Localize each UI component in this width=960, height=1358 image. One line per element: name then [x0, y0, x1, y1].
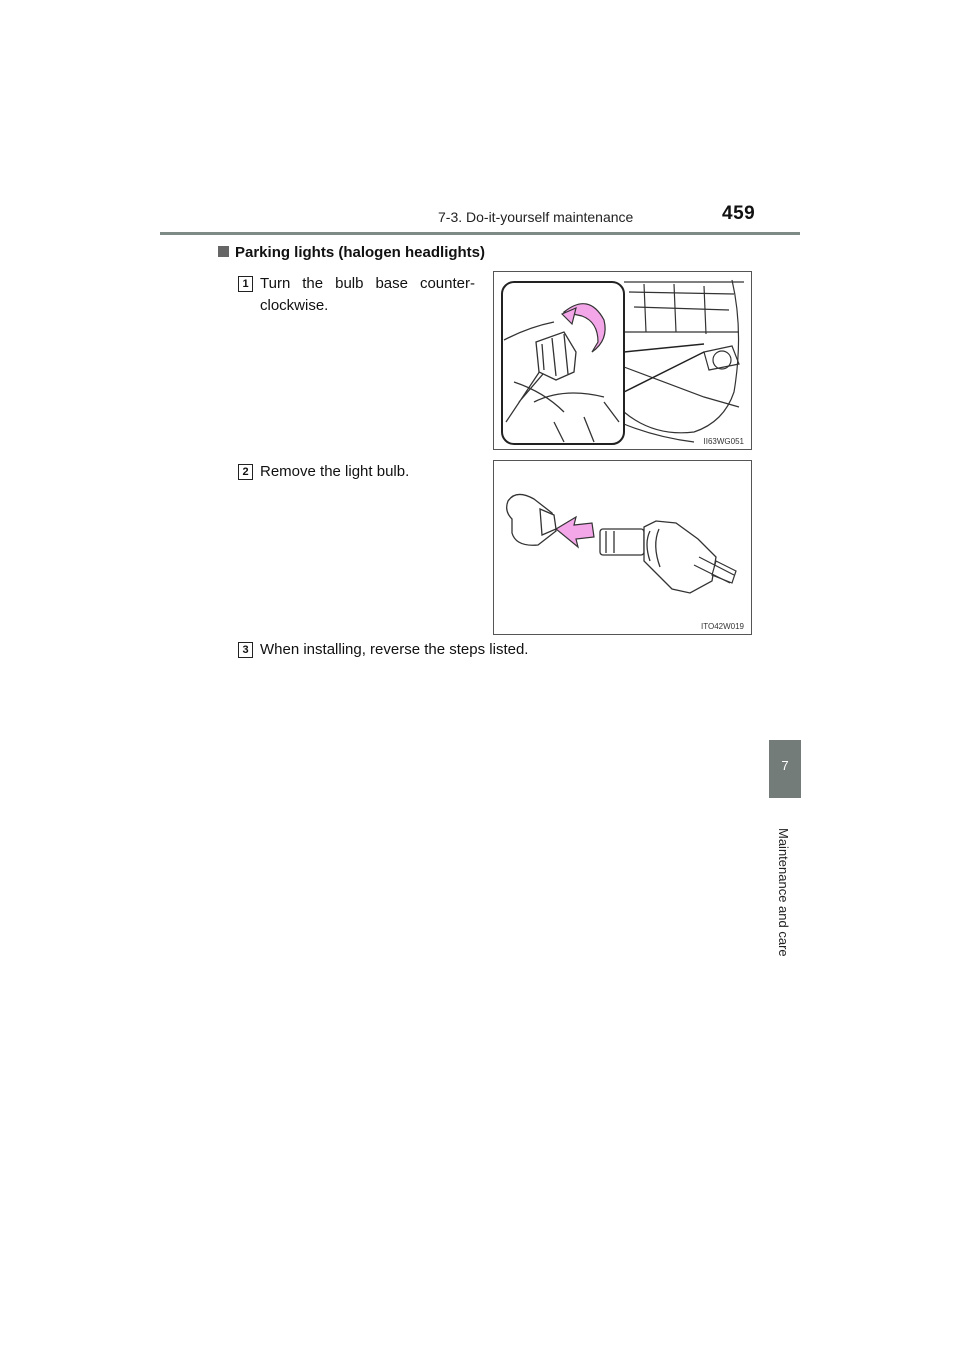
section-heading [218, 244, 485, 261]
bulb-base-illustration [494, 272, 751, 449]
remove-bulb-illustration [494, 461, 751, 634]
step-number-1: 1 [238, 276, 253, 292]
page-number: 459 [722, 203, 756, 224]
square-bullet-icon [218, 246, 229, 257]
section-heading-text: Parking lights (halogen headlights) [235, 244, 486, 261]
figure-code: II63WG051 [703, 437, 744, 446]
header-rule [160, 232, 800, 235]
step-number-3: 3 [238, 642, 253, 658]
step-2-text: Remove the light bulb. [260, 463, 410, 480]
step-3-text: When installing, reverse the steps listed. [260, 641, 529, 658]
step-1-text: Turn the bulb base counter-clockwise. [260, 275, 475, 314]
figure-turn-bulb-base [493, 271, 752, 450]
chapter-tab [769, 740, 801, 798]
header-section-title: 7-3. Do-it-yourself maintenance [438, 209, 634, 225]
figure-code: ITO42W019 [701, 622, 744, 631]
chapter-title: Maintenance and care [776, 828, 791, 957]
chapter-number: 7 [781, 758, 789, 773]
figure-remove-bulb [493, 460, 752, 635]
step-number-2: 2 [238, 464, 253, 480]
